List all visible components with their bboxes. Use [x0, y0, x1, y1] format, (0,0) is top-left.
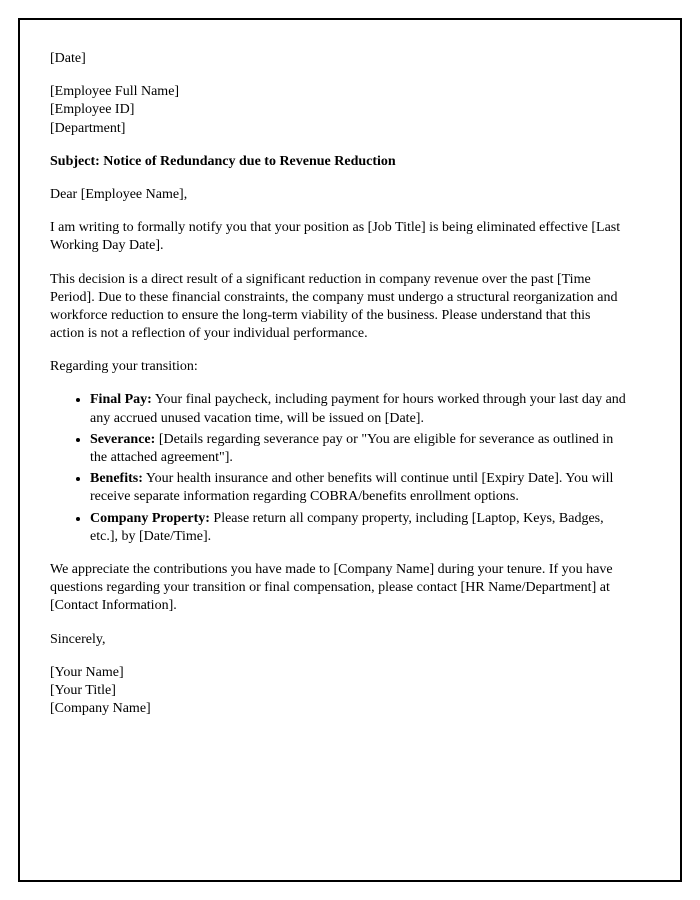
bullet-label: Benefits: — [90, 471, 143, 487]
closing: Sincerely, — [50, 631, 106, 647]
list-item-company-property — [90, 510, 628, 546]
letter-page — [18, 18, 682, 882]
transition-intro: Regarding your transition: — [50, 359, 198, 375]
bullet-text: [Details regarding severance pay or "You are eligible for severance as outlined in the attached agreement"]. — [90, 431, 614, 465]
signature-block — [50, 664, 628, 719]
list-item-severance — [90, 431, 628, 467]
signature-title: [Your Title] — [50, 682, 116, 698]
transition-list — [50, 391, 628, 546]
paragraph-reason: This decision is a direct result of a significant reduction in company revenue over the past [Time Period]. Due to these financial constraints, the company must undergo a structural reorganization and workforce reduction to ensure the long-term viability of the business. Please understand that this action is not a reflection of your individual performance. — [50, 271, 618, 342]
salutation: Dear [Employee Name], — [50, 186, 188, 202]
bullet-text: Please return all company property, including [Laptop, Keys, Badges, etc.], by [Date/Time]. — [90, 510, 604, 544]
bullet-label: Final Pay: — [90, 392, 152, 408]
bullet-text: Your health insurance and other benefits will continue until [Expiry Date]. You will receive separate information regarding COBRA/benefits enrollment options. — [90, 471, 614, 505]
recipient-block — [50, 83, 628, 138]
bullet-label: Company Property: — [90, 510, 210, 526]
bullet-label: Severance: — [90, 431, 156, 447]
recipient-employee-id: [Employee ID] — [50, 102, 135, 118]
signature-name: [Your Name] — [50, 664, 124, 680]
recipient-department: [Department] — [50, 120, 126, 136]
recipient-name: [Employee Full Name] — [50, 84, 180, 100]
list-item-final-pay — [90, 391, 628, 427]
subject-line: Subject: Notice of Redundancy due to Revenue Reduction — [50, 153, 396, 169]
date-line: [Date] — [50, 51, 86, 66]
bullet-text: Your final paycheck, including payment for hours worked through your last day and any accrued unused vacation time, will be issued on [Date]. — [90, 392, 626, 426]
signature-company: [Company Name] — [50, 701, 151, 717]
paragraph-appreciation: We appreciate the contributions you have made to [Company Name] during your tenure. If you have questions regarding your transition or final compensation, please contact [HR Name/Department] at [Contact Information]. — [50, 561, 613, 614]
list-item-benefits — [90, 470, 628, 506]
paragraph-notice: I am writing to formally notify you that your position as [Job Title] is being eliminated effective [Last Working Day Date]. — [50, 220, 621, 254]
